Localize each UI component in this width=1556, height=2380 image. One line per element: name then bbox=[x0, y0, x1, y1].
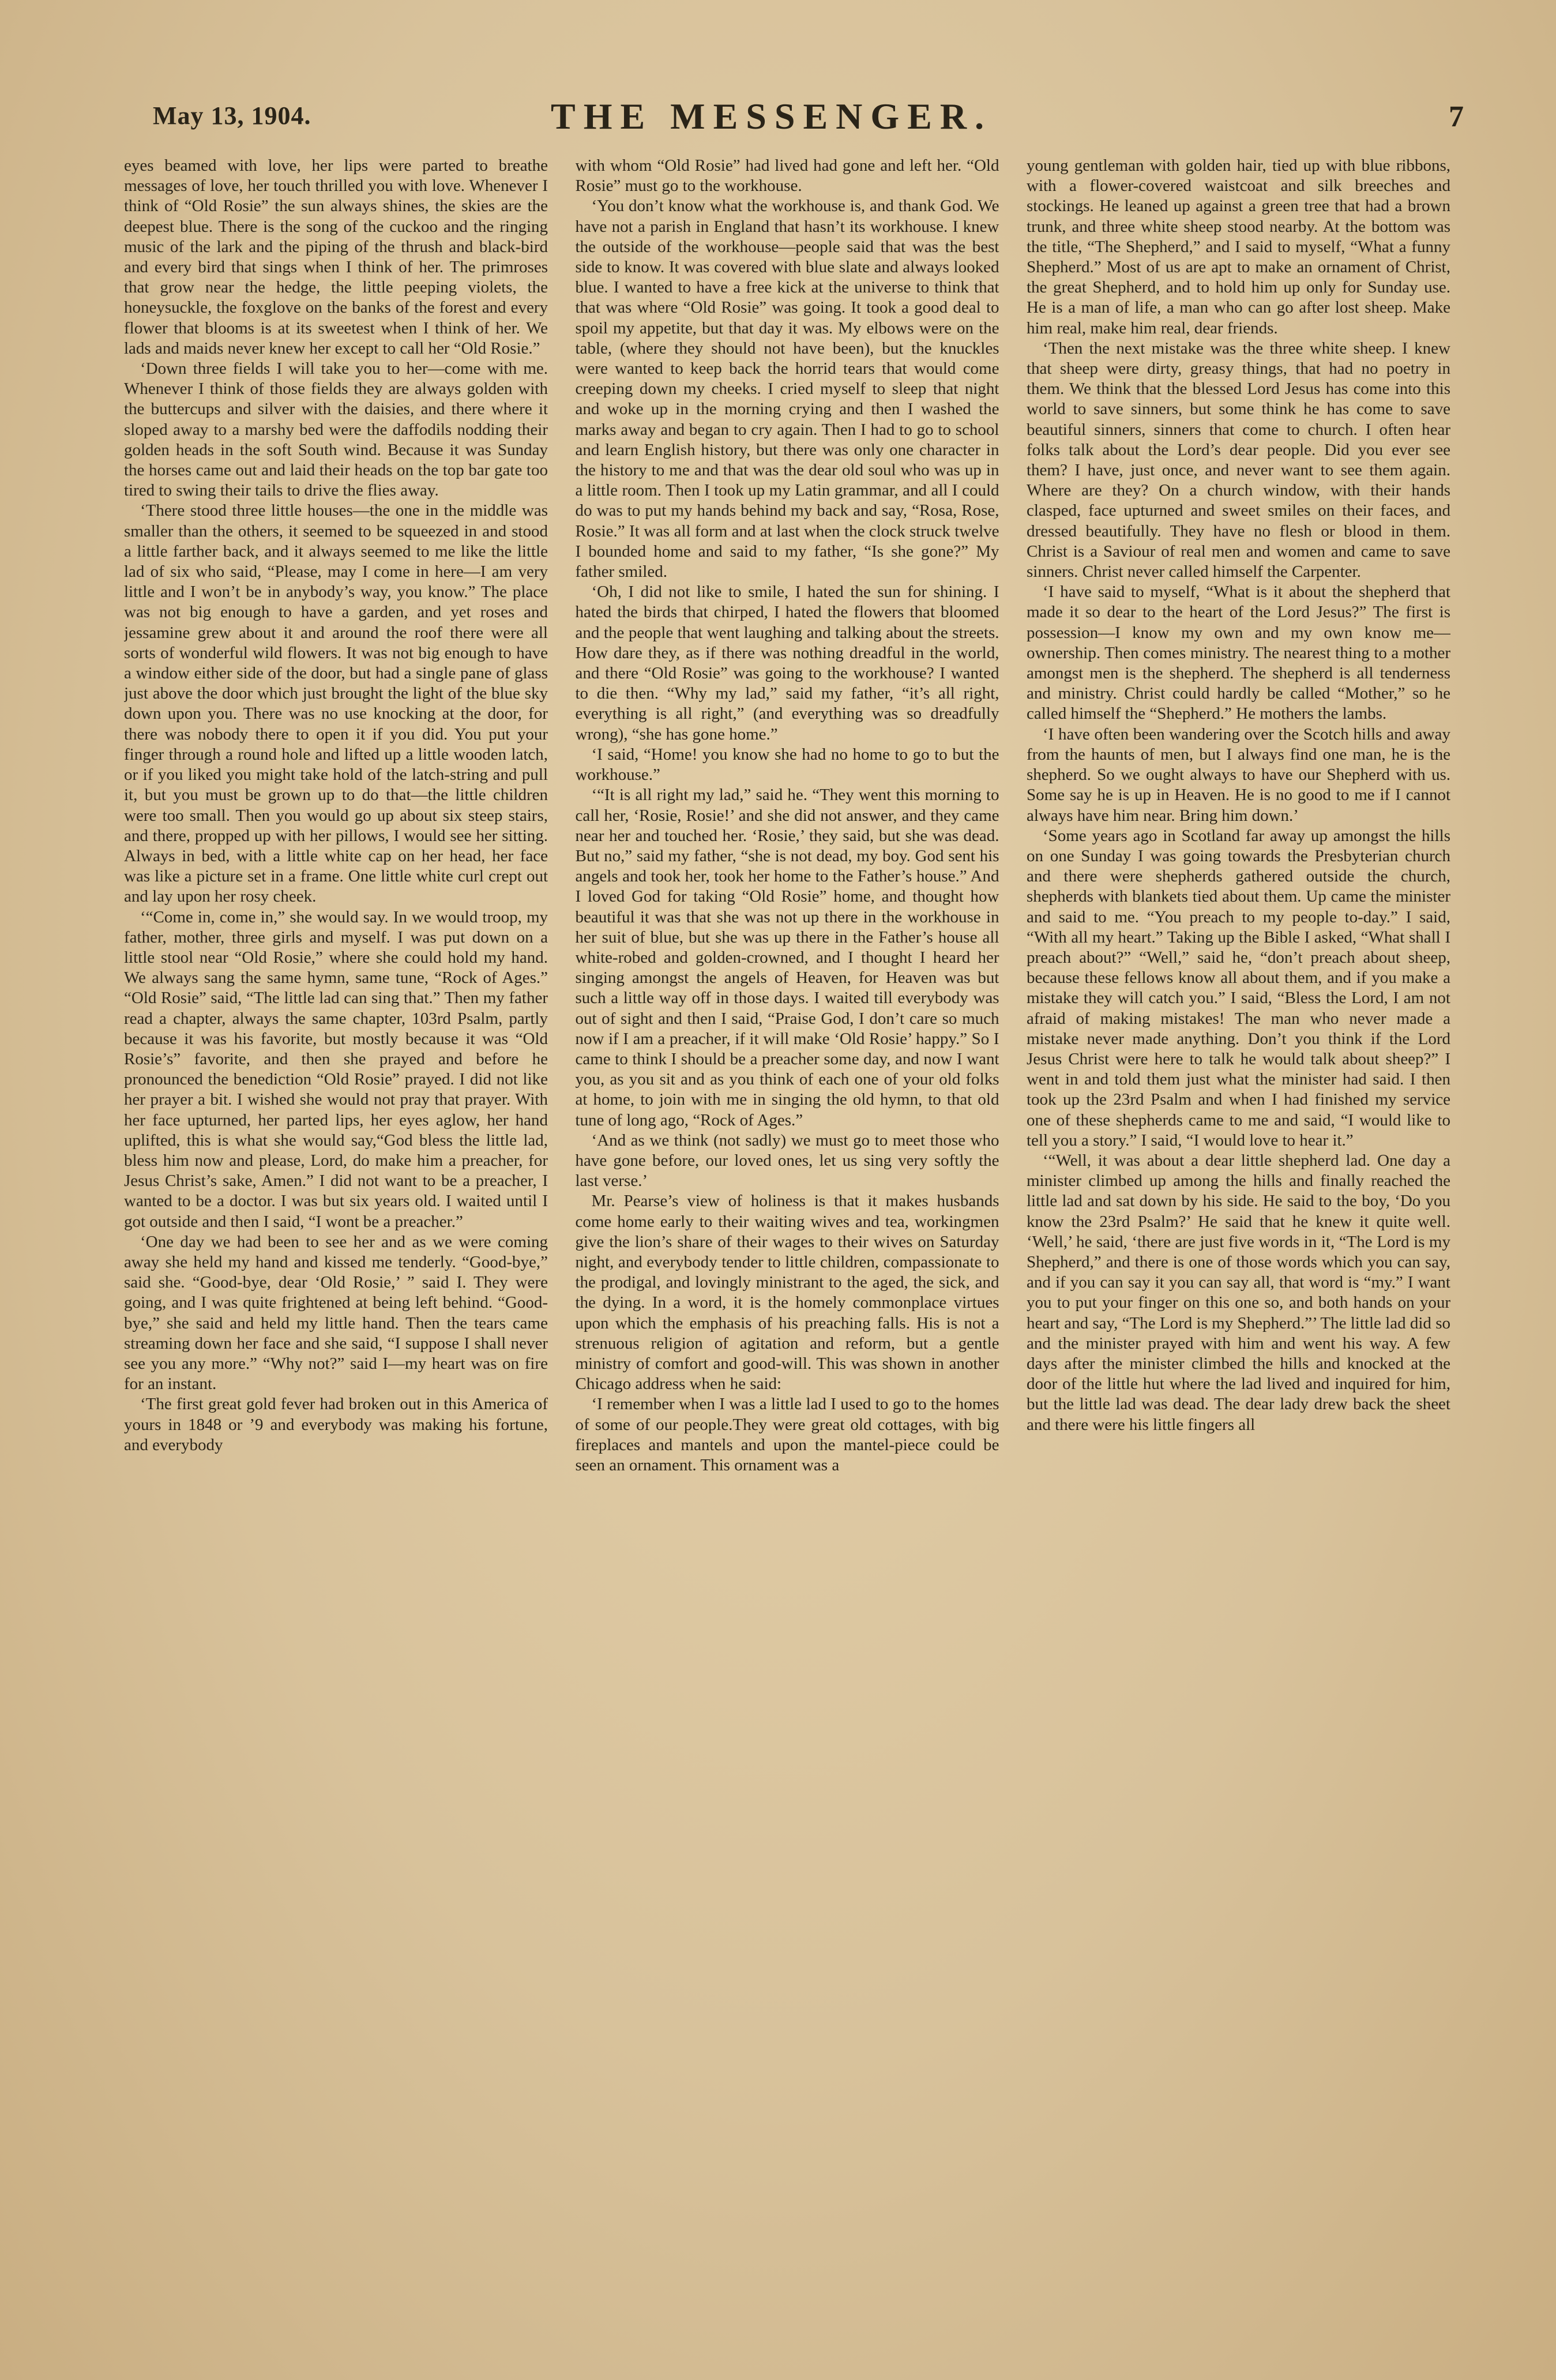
article-paragraph: eyes beamed with love, her lips were parted to breathe messages of love, her touch thrilled you with love. Whenever I think of “Old Rosie” the sun always shines, the skies are the deepest blue. There is the song of the cuckoo and the ringing music of the lark and the piping of the thrush and black-bird and every bird that sings when I think of her. The primroses that grow near the hedge, the little peeping violets, the honeysuckle, the foxglove on the banks of the forest and every flower that blooms is at its sweetest when I think of her. We lads and maids never knew her except to call her “Old Rosie.” bbox=[124, 156, 548, 358]
newspaper-title: THE MESSENGER. bbox=[551, 96, 993, 137]
column-3 bbox=[1027, 156, 1450, 2313]
article-paragraph: ‘I have said to myself, “What is it about the shepherd that made it so dear to the heart of the Lord Jesus?” The first is possession—I know my own and my own know me—ownership. Then comes ministry. The nearest thing to a mother amongst men is the shepherd. The shepherd is all tenderness and ministry. Christ could hardly be called “Mother,” so he called himself the “Shepherd.” He mothers the lambs. bbox=[1027, 583, 1450, 723]
article-paragraph: ‘I said, “Home! you know she had no home to go to but the workhouse.” bbox=[575, 745, 999, 784]
article-paragraph: ‘The first great gold fever had broken out in this America of yours in 1848 or ’9 and everybody was making his fortune, and everybody bbox=[124, 1395, 548, 1454]
column-2 bbox=[576, 156, 999, 2313]
issue-date: May 13, 1904. bbox=[153, 102, 311, 130]
article-paragraph: ‘Oh, I did not like to smile, I hated the sun for shining. I hated the birds that chirped, I hated the flowers that bloomed and the people that went laughing and talking about the streets. How dare they, as if there was nothing dreadful in the world, and there “Old Rosie” was going to the workhouse? I wanted to die then. “Why my lad,” said my father, “it’s all right, everything is all right,” (and everything was so dreadfully wrong), “she has gone home.” bbox=[575, 583, 999, 744]
article-paragraph: ‘“Come in, come in,” she would say. In we would troop, my father, mother, three girls and myself. I was put down on a little stool near “Old Rosie,” where she could hold my hand. We always sang the same hymn, same tune, “Rock of Ages.” “Old Rosie” said, “The little lad can sing that.” Then my father read a chapter, always the same chapter, 103rd Psalm, partly because it was his favorite, but mostly because it was “Old Rosie’s” favorite, and then she prayed and before he pronounced the benediction “Old Rosie” prayed. I did not like her prayer a bit. I wished she would not pray that prayer. With her face upturned, her parted lips, her eyes aglow, her hand uplifted, this is what she would say,“God bless the little lad, bless him now and please, Lord, do make him a preacher, for Jesus Christ’s sake, Amen.” I did not want to be a preacher, I wanted to be a doctor. I was but six years old. I waited until I got outside and then I said, “I wont be a preacher.” bbox=[124, 907, 548, 1231]
article-paragraph: ‘Then the next mistake was the three white sheep. I knew that sheep were dirty, greasy things, that had no poetry in them. We think that the blessed Lord Jesus has come into this world to save sinners, but some think he has come to save beautiful sinners, sinners that come to church. I often hear folks talk about the Lord’s dear people. Did you ever see them? I have, just once, and never want to see them again. Where are they? On a church window, with their hands clasped, face upturned and sweet smiles on their faces, and dressed beautifully. They have no flesh or blood in them. Christ is a Saviour of real men and women and came to save sinners. Christ never called himself the Carpenter. bbox=[1027, 339, 1450, 581]
article-paragraph: ‘There stood three little houses—the one in the middle was smaller than the others, it seemed to be squeezed in and stood a little farther back, and it always seemed to me like the little lad of six who said, “Please, may I come in here—I am very little and I won’t be in anybody’s way, you know.” The place was not big enough to have a garden, and yet roses and jessamine grew about it and around the roof there were all sorts of wonderful wild flowers. It was not big enough to have a window either side of the door, but had a single pane of glass just above the door which just brought the light of the blue sky down upon you. There was no use knocking at the door, for there was nobody there to open it if you did. You put your finger through a round hole and lifted up a little wooden latch, or if you liked you might take hold of the latch-string and pull it, but you must be grown up to do that—the little children were too small. Then you would go up about six steep stairs, and there, propped up with her pillows, I would see her sitting. Always in bed, with a little white cap on her head, her face was like a picture set in a frame. One little white curl crept out and lay upon her rosy cheek. bbox=[124, 501, 548, 906]
article-paragraph: Mr. Pearse’s view of holiness is that it makes husbands come home early to their waiting wives and tea, workingmen give the lion’s share of their wages to their wives on Saturday night, and everybody tender to little children, compassionate to the prodigal, and lovingly ministrant to the aged, the sick, and the dying. In a word, it is the homely commonplace virtues upon which the emphasis of his preaching falls. His is not a strenuous religion of agitation and reform, but a gentle ministry of comfort and good-will. This was shown in another Chicago address when he said: bbox=[575, 1192, 999, 1394]
article-paragraph: ‘You don’t know what the workhouse is, and thank God. We have not a parish in England that hasn’t its workhouse. I knew the outside of the workhouse—people said that was the best side to know. It was covered with blue slate and always looked blue. I wanted to have a free kick at the universe to think that that was where “Old Rosie” was going. It took a good deal to spoil my appetite, but that day it was. My elbows were on the table, (where they should not have been), but the knuckles were wanted to keep back the horrid tears that would come creeping down my cheeks. I cried myself to sleep that night and woke up in the morning crying and then I washed the marks away and began to cry again. Then I had to go to school and learn English history, but there was only one character in the history to me and that was the dear old soul who was up in a little room. Then I took up my Latin grammar, and all I could do was to put my hands behind my back and say, “Rosa, Rose, Rosie.” It was all form and at last when the clock struck twelve I bounded home and said to my father, “Is she gone?” My father smiled. bbox=[575, 197, 999, 581]
article-paragraph: young gentleman with golden hair, tied up with blue ribbons, with a flower-covered waistcoat and silk breeches and stockings. He leaned up against a green tree that had a brown trunk, and three white sheep stood nearby. At the bottom was the title, “The Shepherd,” and I said to myself, “What a funny Shepherd.” Most of us are apt to make an ornament of Christ, the great Shepherd, and to hold him up only for Sunday use. He is a man of life, a man who can go after lost sheep. Make him real, make him real, dear friends. bbox=[1027, 156, 1450, 337]
article-paragraph: with whom “Old Rosie” had lived had gone and left her. “Old Rosie” must go to the workhouse. bbox=[575, 156, 999, 196]
article-paragraph: ‘Down three fields I will take you to her—come with me. Whenever I think of those fields they are always golden with the buttercups and silver with the daisies, and there where it sloped away to a marshy bed were the daffodils nodding their golden heads in the soft South wind. Because it was Sunday the horses came out and laid their heads on the top bar gate too tired to swing their tails to drive the flies away. bbox=[124, 359, 548, 500]
column-1 bbox=[124, 156, 548, 2313]
article-paragraph: ‘I remember when I was a little lad I used to go to the homes of some of our people.They were great old cottages, with big fireplaces and mantels and upon the mantel-piece could be seen an ornament. This ornament was a bbox=[575, 1395, 999, 1474]
article-paragraph: ‘And as we think (not sadly) we must go to meet those who have gone before, our loved ones, let us sing very softly the last verse.’ bbox=[575, 1131, 999, 1191]
page-number: 7 bbox=[1449, 100, 1464, 133]
article-columns bbox=[124, 156, 1450, 2313]
article-paragraph: ‘Some years ago in Scotland far away up amongst the hills on one Sunday I was going towards the Presbyterian church and there were shepherds gathered outside the church, shepherds with blankets tied about them. Up came the minister and said to me. “You preach to my people to-day.” I said, “With all my heart.” Taking up the Bible I asked, “What shall I preach about?” “Well,” said he, “don’t preach about sheep, because these fellows know all about them, and if you make a mistake they will catch you.” I said, “Bless the Lord, I am not afraid of making mistakes! The man who never made a mistake never made anything. Don’t you think if the Lord Jesus Christ were here to talk he would talk about sheep?” I went in and told them just what the minister had said. I then took up the 23rd Psalm and when I had finished my service one of these shepherds came to me and said, “I would like to tell you a story.” I said, “I would love to hear it.” bbox=[1027, 826, 1450, 1150]
article-paragraph: ‘I have often been wandering over the Scotch hills and away from the haunts of men, but I always find one man, he is the shepherd. So we ought always to have our Shepherd with us. Some say he is up in Heaven. He is no good to me if I cannot always have him near. Bring him down.’ bbox=[1027, 724, 1450, 825]
article-paragraph: ‘“Well, it was about a dear little shepherd lad. One day a minister climbed up among the hills and finally reached the little lad and sat down by his side. He said to the boy, ‘Do you know the 23rd Psalm?’ He said that he knew it quite well. ‘Well,’ he said, ‘there are just five words in it, “The Lord is my Shepherd,” and there is one of those words which you can say, and if you can say it you can say all, that word is “my.” I want you to put your finger on this one so, and both hands on your heart and say, “The Lord is my Shepherd.”’ The little lad did so and the minister prayed with him and went his way. A few days after the minister climbed the hills and knocked at the door of the little hut where the lad lived and inquired for him, but the little lad was dead. The dear lady drew back the sheet and there were his little fingers all bbox=[1027, 1151, 1450, 1434]
article-paragraph: ‘“It is all right my lad,” said he. “They went this morning to call her, ‘Rosie, Rosie!’ and she did not answer, and they came near her and touched her. ‘Rosie,’ they said, but she was dead. But no,” said my father, “she is not dead, my boy. God sent his angels and took her, took her home to the Father’s house.” And I loved God for taking “Old Rosie” home, and thought how beautiful it was that she was not up there in the workhouse in her suit of blue, but she was up there in the Father’s house all white-robed and golden-crowned, and I thought I heard her singing amongst the angels of Heaven, for Heaven was but such a little way off in those days. I waited till everybody was out of sight and then I said, “Praise God, I don’t care so much now if I am a preacher, if it will make ‘Old Rosie’ happy.” So I came to think I should be a preacher some day, and now I want you, as you sit and as you think of each one of your old folks at home, to join with me in singing the old hymn, to that old tune of long ago, “Rock of Ages.” bbox=[575, 786, 999, 1129]
article-paragraph: ‘One day we had been to see her and as we were coming away she held my hand and kissed me tenderly. “Good-bye,” said she. “Good-bye, dear ‘Old Rosie,’ ” said I. They were going, and I was quite frightened at being left behind. “Good-bye,” she said and held my little hand. Then the tears came streaming down her face and she said, “I suppose I shall never see you any more.” “Why not?” said I—my heart was on fire for an instant. bbox=[124, 1232, 548, 1394]
masthead bbox=[153, 95, 1464, 141]
